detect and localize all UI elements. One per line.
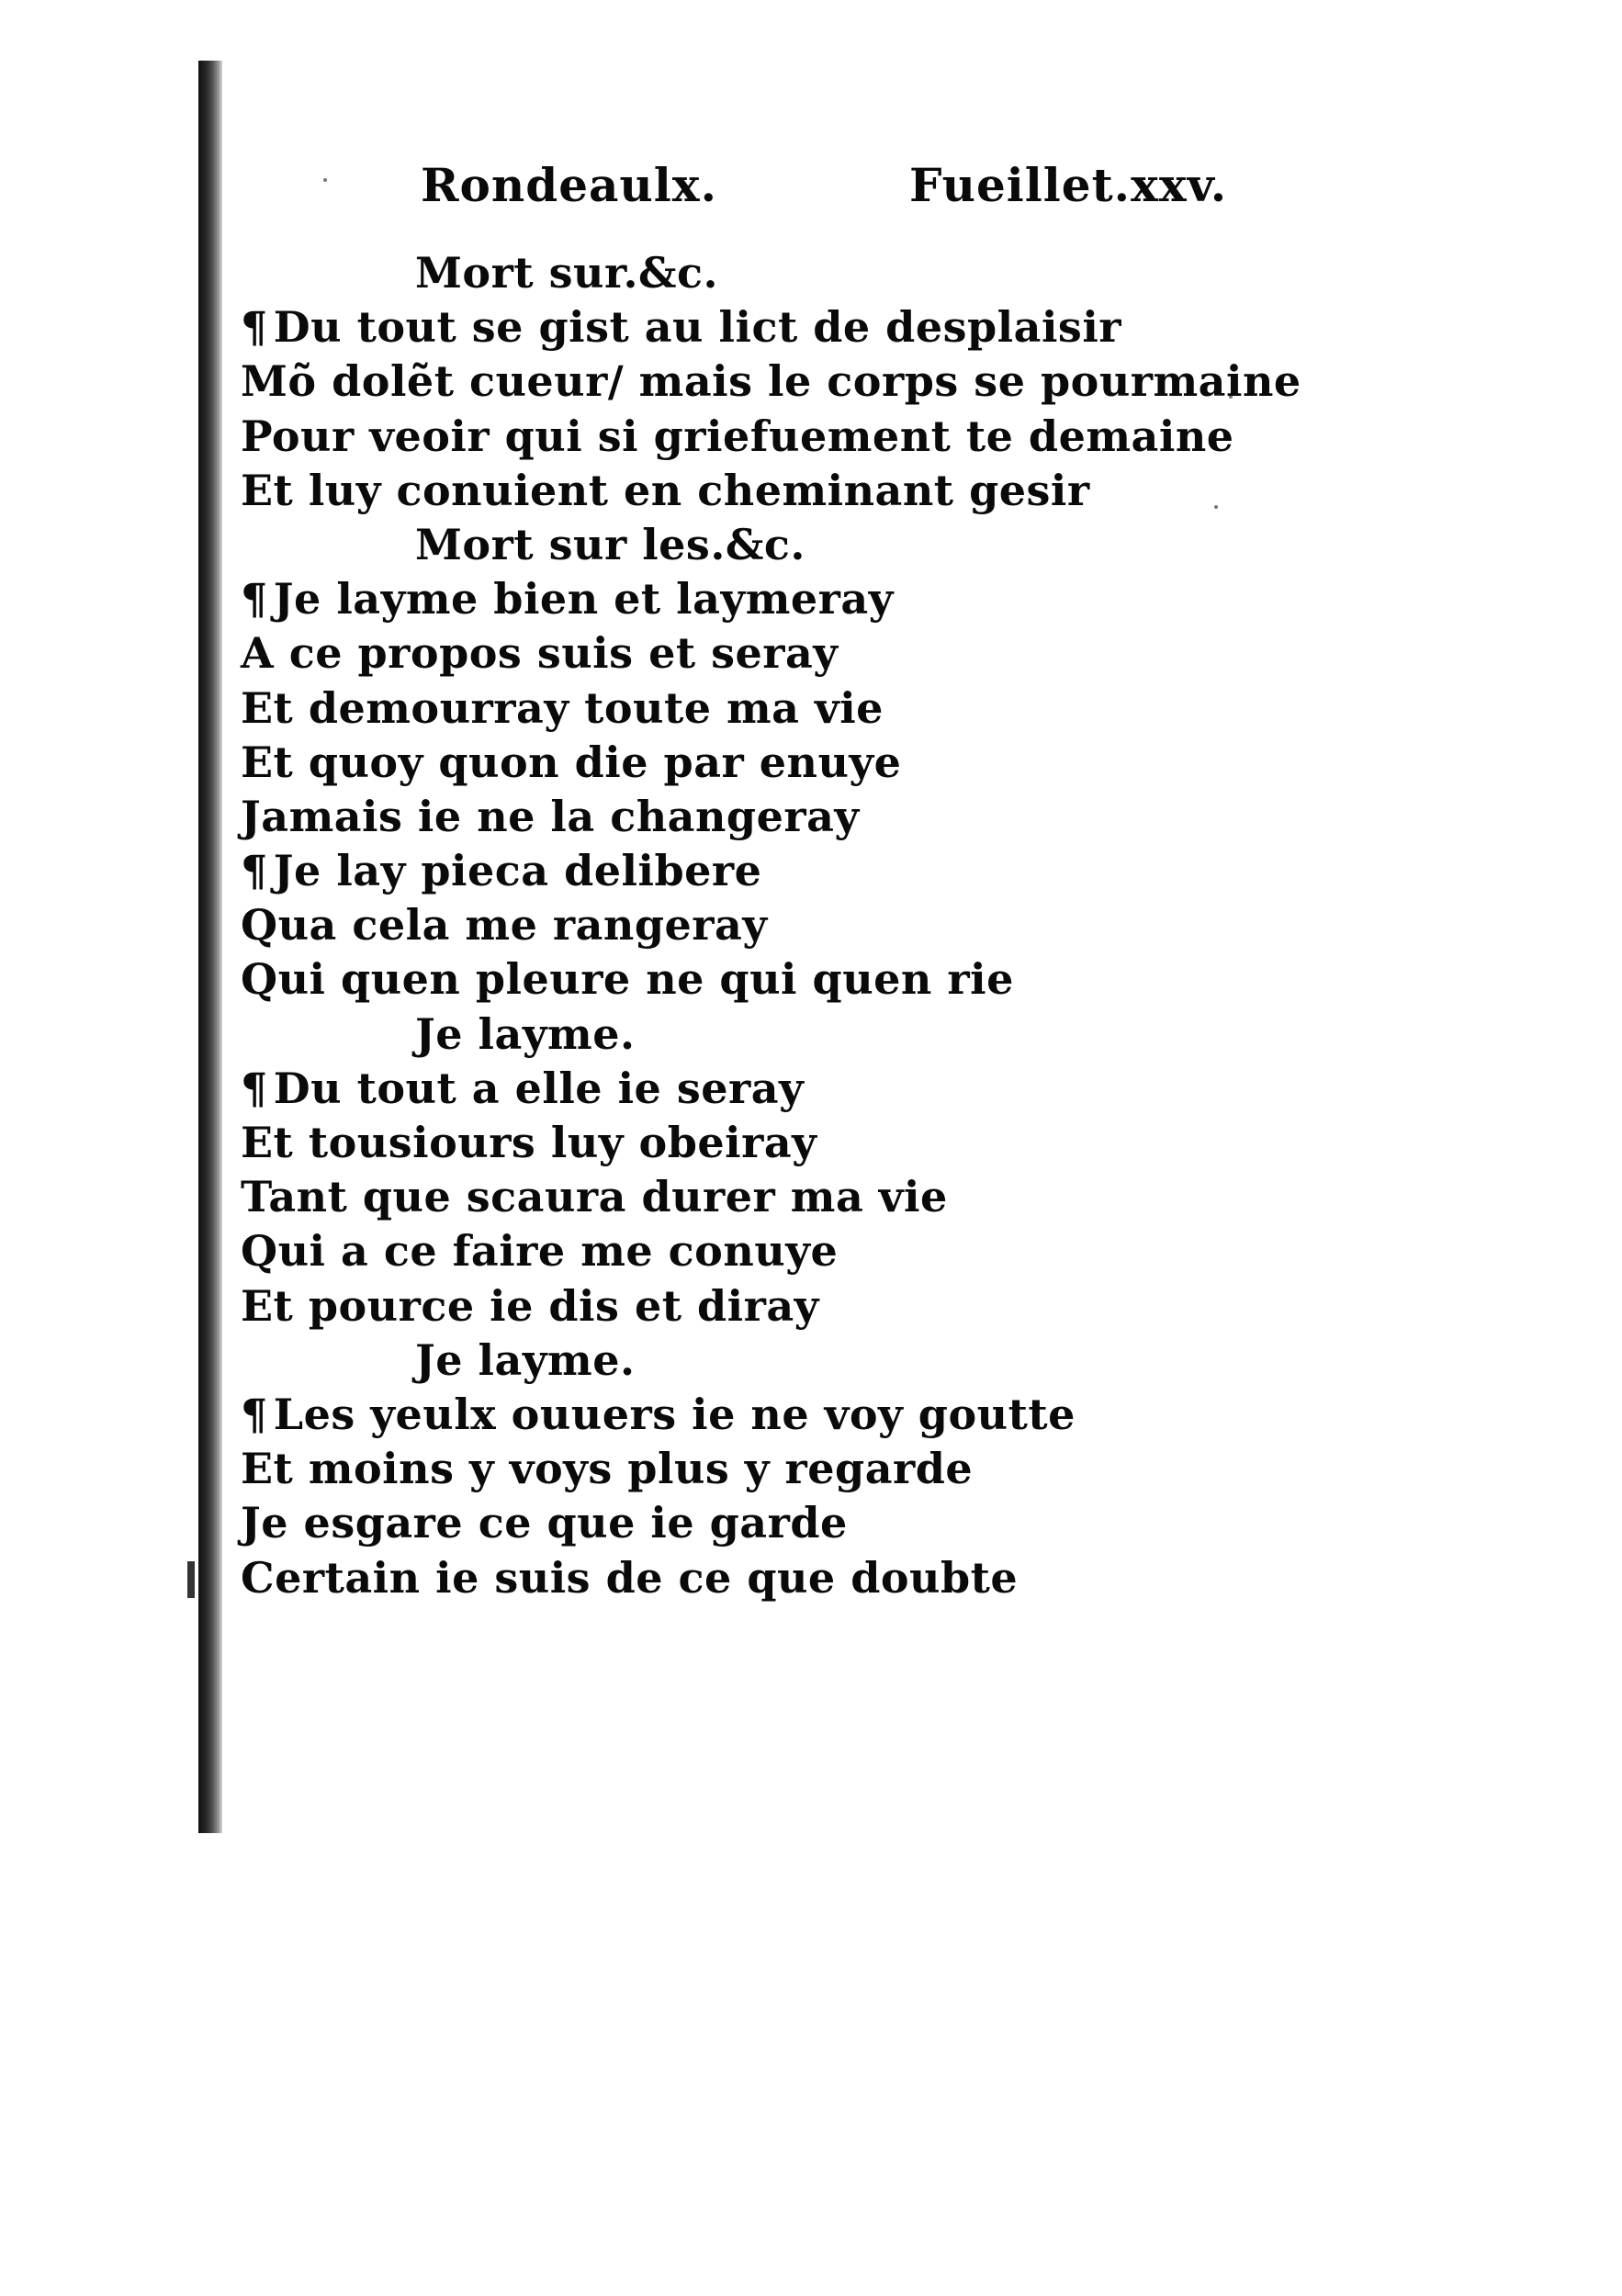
- line-text: Et pource ie dis et diray: [241, 1280, 819, 1331]
- line-text: Et tousiours luy obeiray: [241, 1118, 817, 1167]
- line-text: Je esgare ce que ie garde: [241, 1498, 848, 1548]
- verse-line: [241, 1442, 1324, 1496]
- folio-number: Fueillet.xxv.: [909, 158, 1228, 212]
- poem-text-block: [241, 246, 1324, 1605]
- line-text: Je layme bien et laymeray: [273, 574, 894, 625]
- refrain-line: [241, 1007, 1324, 1062]
- binding-gutter-shadow: [198, 61, 222, 1833]
- pilcrow-mark: ¶: [241, 302, 268, 353]
- verse-line: [241, 1279, 1324, 1334]
- verse-line: [241, 844, 1324, 898]
- verse-line: [241, 681, 1324, 736]
- line-text: Mort sur les.&c.: [415, 519, 805, 569]
- verse-line: [241, 572, 1324, 626]
- line-text: Tant que scaura durer ma vie: [241, 1172, 948, 1222]
- verse-line: [241, 1062, 1324, 1116]
- line-text: Jamais ie ne la changeray: [241, 791, 860, 841]
- verse-line: [241, 355, 1324, 409]
- line-text: Mort sur.&c.: [415, 248, 719, 298]
- verse-line: [241, 736, 1324, 790]
- gutter-mark: [187, 1561, 195, 1598]
- verse-line: [241, 1170, 1324, 1224]
- pilcrow-mark: ¶: [241, 574, 268, 625]
- line-text: Je lay pieca delibere: [273, 846, 762, 896]
- pilcrow-mark: ¶: [241, 1063, 268, 1113]
- line-text: Pour veoir qui si griefuement te demaine: [241, 411, 1234, 461]
- line-text: Du tout se gist au lict de desplaisir: [273, 302, 1122, 353]
- verse-line: [241, 626, 1324, 681]
- verse-line: [241, 790, 1324, 844]
- line-text: Qua cela me rangeray: [241, 900, 768, 951]
- line-text: Et luy conuient en cheminant gesir: [241, 465, 1090, 515]
- line-text: Du tout a elle ie seray: [273, 1063, 805, 1113]
- refrain-line: [241, 246, 1324, 300]
- verse-line: [241, 464, 1324, 518]
- line-text: Certain ie suis de ce que doubte: [241, 1552, 1019, 1603]
- line-text: Qui quen pleure ne qui quen rie: [241, 954, 1014, 1005]
- line-text: Qui a ce faire me conuye: [241, 1226, 839, 1277]
- verse-line: [241, 1551, 1324, 1605]
- line-text: Je layme.: [415, 1008, 636, 1059]
- refrain-line: [241, 1334, 1324, 1388]
- verse-line: [241, 1496, 1324, 1550]
- page-header: [0, 158, 1622, 222]
- line-text: Et demourray toute ma vie: [241, 682, 884, 733]
- line-text: A ce propos suis et seray: [241, 628, 839, 679]
- pilcrow-mark: ¶: [241, 1389, 268, 1439]
- verse-line: [241, 300, 1324, 355]
- refrain-line: [241, 518, 1324, 572]
- verse-line: [241, 898, 1324, 952]
- line-text: Mõ dolẽt cueur/ mais le corps se pourmaine: [241, 356, 1301, 407]
- line-text: Et moins y voys plus y regarde: [241, 1444, 974, 1494]
- verse-line: [241, 1224, 1324, 1278]
- running-head: Rondeaulx.: [421, 158, 717, 212]
- verse-line: [241, 952, 1324, 1007]
- verse-line: [241, 1116, 1324, 1170]
- pilcrow-mark: ¶: [241, 846, 268, 896]
- line-text: Les yeulx ouuers ie ne voy goutte: [273, 1389, 1076, 1439]
- line-text: Et quoy quon die par enuye: [241, 737, 902, 787]
- verse-line: [241, 410, 1324, 464]
- line-text: Je layme.: [415, 1334, 636, 1385]
- verse-line: [241, 1388, 1324, 1442]
